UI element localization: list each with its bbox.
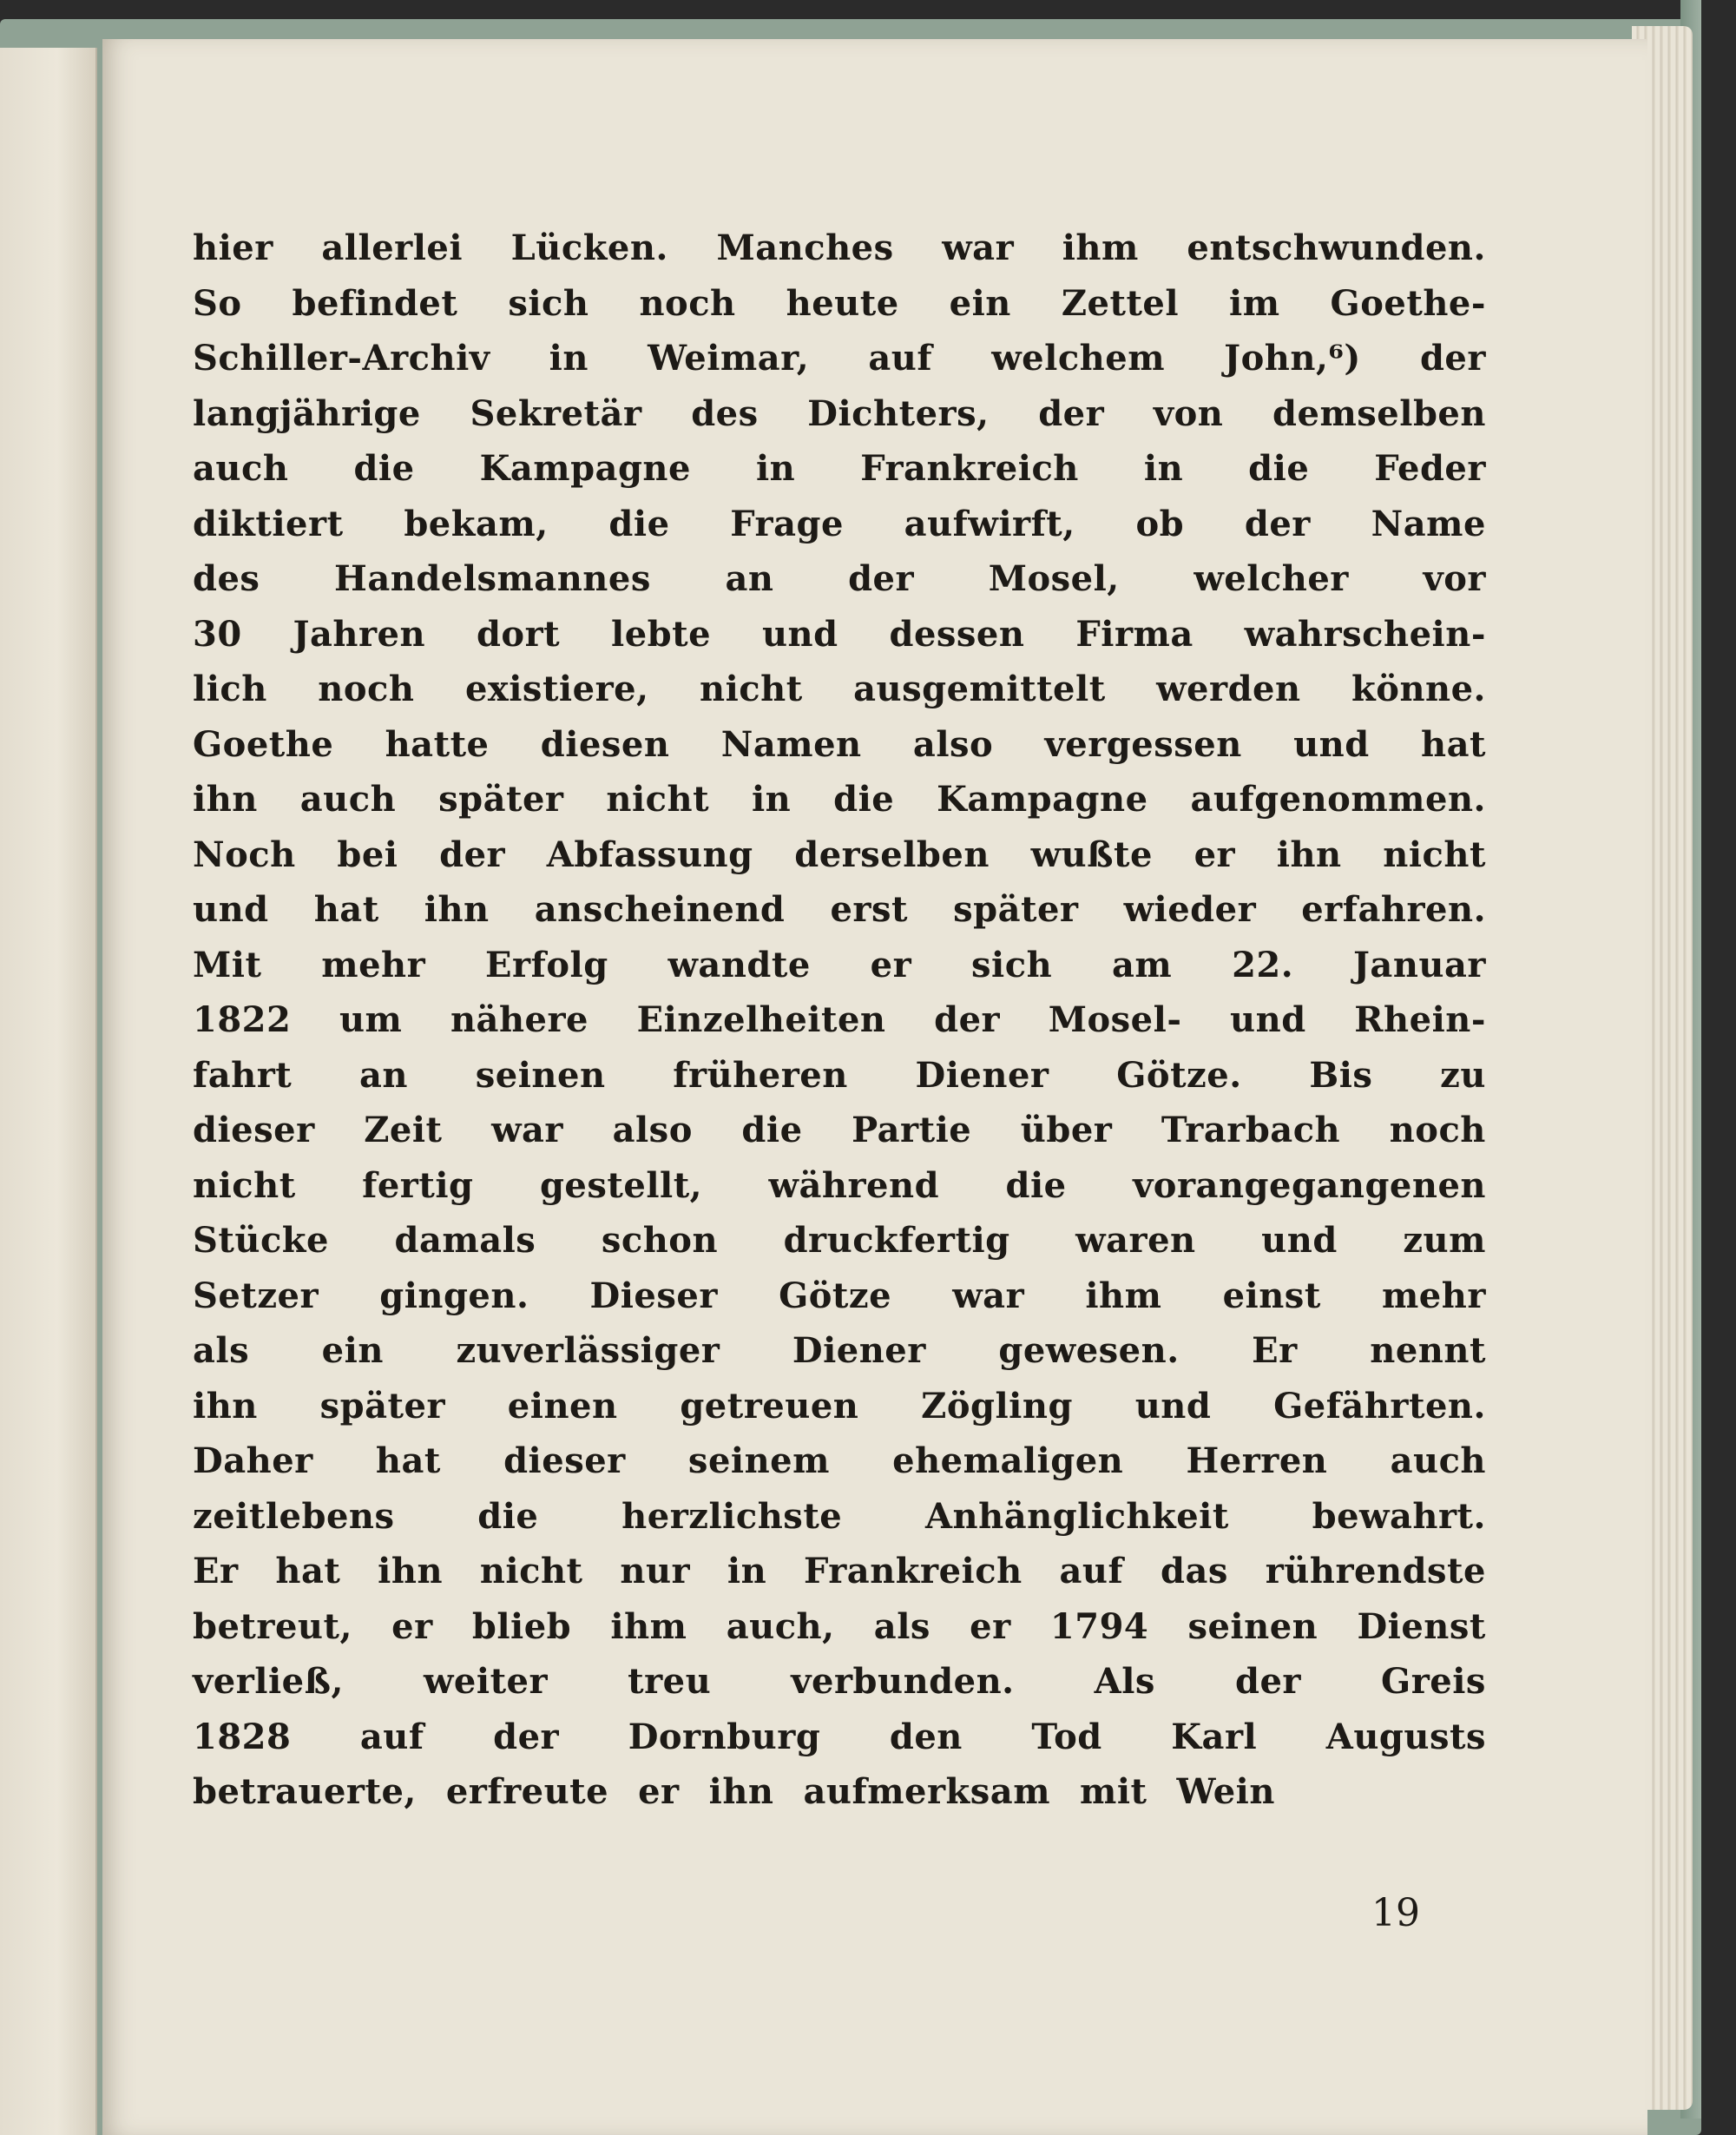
word: Gefährten.	[1273, 1385, 1486, 1427]
text-line	[193, 338, 1486, 393]
word: war	[491, 1110, 564, 1150]
word: auch	[299, 779, 397, 820]
word: ihm	[1062, 227, 1139, 268]
word: auch	[193, 448, 289, 489]
word: er	[1194, 834, 1236, 875]
word: die	[1248, 448, 1310, 489]
word: also	[612, 1110, 693, 1150]
word: Frage	[730, 503, 844, 544]
word: treu	[628, 1661, 712, 1702]
word: über	[1020, 1110, 1113, 1150]
text-line	[193, 1606, 1486, 1662]
word: Er	[193, 1551, 239, 1591]
word: Januar	[1353, 944, 1486, 985]
word: vergessen	[1044, 723, 1242, 765]
word: der	[439, 834, 506, 875]
word: wußte	[1030, 834, 1153, 875]
word: Sekretär	[470, 392, 642, 434]
text-line	[193, 393, 1486, 449]
word: noch	[1389, 1110, 1486, 1150]
word: Lücken.	[510, 227, 668, 268]
word: und	[1230, 999, 1306, 1040]
word: der	[934, 999, 1001, 1040]
word: Jahren	[293, 613, 426, 655]
word: So	[193, 282, 242, 324]
word: seinem	[687, 1440, 830, 1481]
word: aufgenommen.	[1190, 779, 1486, 820]
word: Dienst	[1357, 1605, 1486, 1647]
text-line	[193, 558, 1486, 614]
word: Zeit	[364, 1110, 443, 1150]
word: hat	[275, 1551, 341, 1591]
word: allerlei	[321, 227, 464, 268]
word: erfreute	[445, 1771, 609, 1812]
word: Zettel	[1061, 282, 1180, 324]
word: dessen	[889, 613, 1025, 655]
word: er	[391, 1605, 433, 1647]
word: ein	[321, 1330, 384, 1371]
word: nicht	[699, 669, 803, 709]
word: 30	[193, 613, 242, 655]
word: Als	[1094, 1661, 1155, 1702]
text-line	[193, 1330, 1486, 1386]
word: Zögling	[921, 1385, 1073, 1427]
text-line	[193, 1275, 1486, 1331]
word: erfahren.	[1301, 889, 1486, 930]
word: und	[761, 613, 838, 655]
word: entschwunden.	[1187, 227, 1486, 268]
word: um	[339, 999, 403, 1040]
text-line	[193, 1440, 1486, 1496]
word: welchem	[991, 338, 1166, 379]
word: nur	[620, 1551, 691, 1591]
word: als	[873, 1605, 930, 1647]
word: sich	[971, 944, 1053, 985]
word: hat	[313, 889, 379, 930]
text-line	[193, 1110, 1486, 1165]
word: Wein	[1176, 1771, 1275, 1812]
word: werden	[1156, 669, 1301, 709]
word: des	[193, 558, 260, 599]
word: der	[1234, 1661, 1301, 1702]
word: Mit	[193, 944, 262, 985]
word: auf	[868, 338, 933, 379]
word: an	[359, 1054, 409, 1096]
word: ihn	[1276, 834, 1342, 875]
word: ein	[949, 282, 1011, 324]
word: sich	[508, 282, 589, 324]
text-line	[193, 834, 1486, 890]
word: nennt	[1370, 1330, 1486, 1371]
word: ausgemittelt	[853, 669, 1106, 709]
word: könne.	[1351, 669, 1486, 709]
word: herzlichste	[621, 1495, 843, 1537]
word: im	[1229, 282, 1280, 324]
text-line	[193, 945, 1486, 1000]
word: mit	[1080, 1771, 1147, 1812]
text-line	[193, 448, 1486, 504]
word: ihm	[610, 1605, 687, 1647]
word: Partie	[852, 1110, 972, 1150]
word: zu	[1440, 1054, 1486, 1096]
word: 1828	[193, 1716, 292, 1757]
word: hatte	[385, 723, 490, 765]
word: mehr	[321, 944, 426, 985]
word: an	[725, 558, 774, 599]
text-line	[193, 1386, 1486, 1441]
word: schon	[601, 1220, 719, 1261]
text-line	[193, 504, 1486, 559]
word: heute	[786, 282, 899, 324]
word: Stücke	[193, 1220, 329, 1261]
text-line	[193, 779, 1486, 834]
text-line	[193, 669, 1486, 724]
word: Mosel-	[1048, 999, 1182, 1040]
word: auch,	[726, 1605, 835, 1647]
word: zeitlebens	[193, 1495, 395, 1537]
word: später	[319, 1385, 446, 1427]
word: aufwirft,	[904, 503, 1075, 544]
word: derselben	[794, 834, 990, 875]
word: Er	[1252, 1330, 1298, 1371]
word: erst	[830, 889, 909, 930]
word: Greis	[1381, 1661, 1486, 1702]
word: er	[870, 944, 912, 985]
text-line	[193, 1055, 1486, 1110]
text-line	[193, 1717, 1486, 1772]
word: 1794	[1049, 1605, 1149, 1647]
word: des	[691, 392, 759, 434]
word: welcher	[1194, 558, 1349, 599]
word: ob	[1135, 503, 1185, 544]
word: Schiller-Archiv	[193, 338, 490, 379]
word: wahrschein-	[1244, 613, 1486, 655]
word: Kampagne	[479, 448, 691, 489]
word: John,⁶)	[1224, 338, 1361, 379]
word: Abfassung	[546, 834, 753, 875]
word: Anhänglichkeit	[925, 1495, 1229, 1537]
word: langjährige	[193, 392, 421, 434]
word: verließ,	[193, 1661, 344, 1702]
word: er	[970, 1605, 1011, 1647]
word: Herren	[1186, 1440, 1328, 1481]
word: lebte	[611, 613, 712, 655]
word: damals	[394, 1220, 536, 1261]
word: zum	[1403, 1220, 1486, 1261]
word: später	[953, 889, 1079, 930]
word: druckfertig	[783, 1220, 1010, 1261]
word: Dichters,	[807, 392, 990, 434]
word: Augusts	[1325, 1716, 1486, 1757]
word: seinen	[1187, 1605, 1318, 1647]
word: blieb	[471, 1605, 572, 1647]
word: die	[477, 1495, 539, 1537]
word: Goethe	[193, 723, 334, 765]
word: weiter	[423, 1661, 549, 1702]
word: Tod	[1031, 1716, 1102, 1757]
word: existiere,	[464, 669, 649, 709]
word: war	[942, 227, 1015, 268]
word: und	[193, 889, 269, 930]
text-line	[193, 999, 1486, 1055]
word: der	[493, 1716, 560, 1757]
word: Bis	[1309, 1054, 1373, 1096]
word: in	[755, 448, 796, 489]
word: bekam,	[404, 503, 549, 544]
word: diktiert	[193, 503, 344, 544]
word: gingen.	[379, 1275, 529, 1316]
text-line	[193, 1551, 1486, 1606]
word: die	[833, 779, 895, 820]
word: bei	[337, 834, 398, 875]
word: und	[1134, 1385, 1212, 1427]
word: und	[1261, 1220, 1338, 1261]
word: dieser	[503, 1440, 626, 1481]
word: die	[608, 503, 670, 544]
word: auch	[1390, 1440, 1486, 1481]
word: der	[1244, 503, 1311, 544]
word: mehr	[1381, 1275, 1486, 1316]
word: den	[889, 1716, 963, 1757]
word: die	[741, 1110, 803, 1150]
word: befindet	[292, 282, 458, 324]
text-line	[193, 889, 1486, 945]
word: Götze.	[1116, 1054, 1242, 1096]
word: nicht	[1383, 834, 1486, 875]
word: bewahrt.	[1312, 1495, 1486, 1537]
word: Setzer	[193, 1275, 319, 1316]
word: verbunden.	[791, 1661, 1015, 1702]
word: Weimar,	[648, 338, 810, 379]
word: Rhein-	[1354, 999, 1486, 1040]
word: hier	[193, 227, 273, 268]
word: Götze	[779, 1275, 892, 1316]
text-line	[193, 1661, 1486, 1717]
word: fahrt	[193, 1054, 293, 1096]
word: getreuen	[680, 1385, 859, 1427]
word: betrauerte,	[193, 1771, 417, 1812]
word: Manches	[716, 227, 894, 268]
word: vorangegangenen	[1133, 1164, 1486, 1206]
word: ihm	[1085, 1275, 1162, 1316]
word: zuverlässiger	[456, 1330, 720, 1371]
word: Frankreich	[804, 1551, 1023, 1591]
word: ihn	[708, 1771, 774, 1812]
word: Goethe-	[1330, 282, 1486, 324]
word: Karl	[1171, 1716, 1258, 1757]
word: hat	[375, 1440, 441, 1481]
word: in	[751, 779, 792, 820]
text-line	[193, 1496, 1486, 1552]
text-line	[193, 283, 1486, 339]
word: nähere	[450, 999, 589, 1040]
left-page-edge	[0, 48, 97, 2135]
word: Noch	[193, 834, 296, 875]
word: wandte	[667, 944, 811, 985]
word: also	[912, 723, 994, 765]
text-line	[193, 1165, 1486, 1221]
word: anscheinend	[534, 889, 786, 930]
word: wieder	[1123, 889, 1257, 930]
word: Trarbach	[1161, 1110, 1341, 1150]
word: die	[353, 448, 415, 489]
word: in	[727, 1551, 767, 1591]
word: früheren	[673, 1054, 848, 1096]
word: dort	[476, 613, 561, 655]
word: fertig	[362, 1164, 474, 1206]
word: Diener	[792, 1330, 926, 1371]
word: 22.	[1232, 944, 1294, 985]
word: Dieser	[589, 1275, 718, 1316]
word: nicht	[193, 1164, 296, 1206]
word: Einzelheiten	[636, 999, 886, 1040]
word: ihn	[193, 779, 258, 820]
word: Namen	[720, 723, 862, 765]
word: Feder	[1374, 448, 1486, 489]
word: gewesen.	[998, 1330, 1180, 1371]
word: betreut,	[193, 1605, 352, 1647]
text-line	[193, 724, 1486, 780]
word: und	[1293, 723, 1370, 765]
word: noch	[639, 282, 736, 324]
word: von	[1153, 392, 1224, 434]
word: als	[193, 1330, 250, 1371]
word: lich	[193, 669, 267, 709]
word: er	[638, 1771, 680, 1812]
word: in	[1143, 448, 1184, 489]
word: ehemaligen	[892, 1440, 1124, 1481]
word: waren	[1075, 1220, 1196, 1261]
word: auf	[1059, 1551, 1124, 1591]
word: die	[1005, 1164, 1067, 1206]
word: nicht	[479, 1551, 583, 1591]
word: Handelsmannes	[334, 558, 651, 599]
word: dieser	[193, 1110, 315, 1150]
word: Kampagne	[937, 779, 1148, 820]
word: das	[1161, 1551, 1228, 1591]
word: der	[1038, 392, 1105, 434]
text-line	[193, 1771, 1486, 1827]
text-line	[193, 1220, 1486, 1275]
text-line	[193, 227, 1486, 283]
word: vor	[1423, 558, 1486, 599]
text-line	[193, 614, 1486, 669]
word: Diener	[915, 1054, 1049, 1096]
word: seinen	[475, 1054, 606, 1096]
word: während	[768, 1164, 940, 1206]
word: einst	[1222, 1275, 1321, 1316]
word: am	[1112, 944, 1173, 985]
word: aufmerksam	[803, 1771, 1051, 1812]
body-text	[193, 227, 1486, 1827]
word: ihn	[193, 1385, 258, 1427]
word: diesen	[540, 723, 670, 765]
word: der	[848, 558, 915, 599]
word: auf	[359, 1716, 424, 1757]
word: Dornburg	[628, 1716, 821, 1757]
word: nicht	[606, 779, 710, 820]
word: in	[549, 338, 589, 379]
word: Daher	[193, 1440, 313, 1481]
word: Mosel,	[988, 558, 1120, 599]
word: der	[1419, 338, 1486, 379]
word: Name	[1371, 503, 1486, 544]
page-number: 19	[1371, 1891, 1420, 1935]
word: Frankreich	[860, 448, 1079, 489]
word: ihn	[378, 1551, 444, 1591]
word: war	[952, 1275, 1025, 1316]
word: rührendste	[1265, 1551, 1486, 1591]
word: hat	[1421, 723, 1486, 765]
word: später	[438, 779, 564, 820]
word: Firma	[1075, 613, 1194, 655]
word: ihn	[424, 889, 490, 930]
word: 1822	[193, 999, 292, 1040]
word: einen	[507, 1385, 618, 1427]
word: noch	[318, 669, 415, 709]
word: demselben	[1272, 392, 1486, 434]
word: gestellt,	[539, 1164, 703, 1206]
word: Erfolg	[485, 944, 608, 985]
